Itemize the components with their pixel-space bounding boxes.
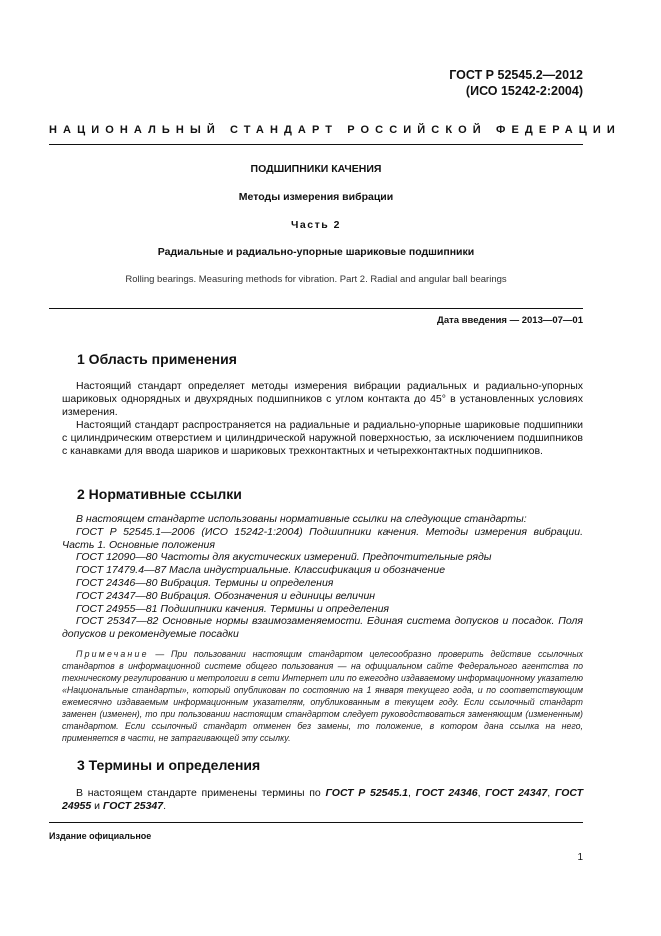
term-reference: ГОСТ 24346 <box>415 787 478 799</box>
references-intro: В настоящем стандарте использованы нормативные ссылки на следующие стандарты: <box>76 513 527 525</box>
reference-item: ГОСТ 24346—80 Вибрация. Термины и определения <box>76 576 334 589</box>
introduction-date: Дата введения — 2013—07—01 <box>437 315 583 326</box>
term-reference: ГОСТ 24955 <box>62 787 584 812</box>
designation-number: ГОСТ Р 52545.2—2012 <box>449 68 583 82</box>
section-3-heading: 3 Термины и определения <box>77 757 261 773</box>
english-title: Rolling bearings. Measuring methods for vibration. Part 2. Radial and angular ball bearings <box>125 274 507 285</box>
section-2-heading: 2 Нормативные ссылки <box>77 486 242 502</box>
reference-item: ГОСТ 12090—80 Частоты для акустических измерений. Предпочтительные ряды <box>76 551 492 564</box>
page-number: 1 <box>577 852 583 863</box>
references-note <box>62 648 583 744</box>
note-text: — При пользовании настоящим стандартом целесообразно проверить действие ссылочных стандартов в информационной системе общего пользования — на официальном сайте Федерального агентства по техническому регулированию и метрологии в сети Интернет или по ежегодно издаваемому информационному указателю «Национальные стандарты», который опубликован по состоянию на 1 января текущего года, и по соответствующим ежемесячно издаваемым информационным указателям, опубликованным в текущем году. Если ссылочный стандарт заменен (изменен), то при пользовании настоящим стандартом следует руководствоваться заменяющим (измененным) стандартом. Если ссылочный стандарт отменен без замены, то положение, в котором дана ссылка на него, применяется в части, не затрагивающей эту ссылку. <box>62 649 583 743</box>
iso-reference: (ИСО 15242-2:2004) <box>465 84 583 98</box>
normative-references-list <box>62 513 583 641</box>
reference-item: ГОСТ Р 52545.1—2006 (ИСО 15242-1:2004) Подшипники качения. Методы измерения вибрации. Часть 1. Основные положения <box>62 525 583 551</box>
standard-designation <box>449 67 583 99</box>
section-1-paragraph-1: Настоящий стандарт определяет методы измерения вибрации радиальных и радиально-упорных шариковых однорядных и двухрядных подшипников с углом контакта до 45° в установленных условиях измерения. <box>62 380 583 418</box>
section-1-heading: 1 Область применения <box>77 351 237 367</box>
reference-item: ГОСТ 24347—80 Вибрация. Обозначения и единицы величин <box>76 589 376 602</box>
document-subtitle: Методы измерения вибрации <box>238 191 394 203</box>
reference-item: ГОСТ 25347—82 Основные нормы взаимозаменяемости. Единая система допусков и посадок. Поля допусков и рекомендуемые посадки <box>62 615 583 641</box>
term-reference: ГОСТ Р 52545.1 <box>325 787 408 799</box>
footer-divider <box>49 822 583 823</box>
title-divider <box>49 308 583 309</box>
terms-intro-text: В настоящем стандарте применены термины по <box>76 787 326 799</box>
reference-item: ГОСТ 17479.4—87 Масла индустриальные. Классификация и обозначение <box>76 564 446 577</box>
part-title: Радиальные и радиально-упорные шариковые подшипники <box>157 246 475 258</box>
section-3-paragraph: В настоящем стандарте применены термины по ГОСТ Р 52545.1, ГОСТ 24346, ГОСТ 24347, ГОСТ 24955 и ГОСТ 25347. <box>62 787 584 812</box>
term-reference: ГОСТ 24347 <box>485 787 548 799</box>
section-1-paragraph-2: Настоящий стандарт распространяется на радиальные и радиально-упорные шариковые подшипники с цилиндрическим отверстием и цилиндрической наружной поверхностью, за исключением подшипников с канавками для ввода шариков и шариковых трехконтактных и четырехконтактных подшипников. <box>62 419 583 457</box>
note-label: Примечание <box>76 649 149 659</box>
reference-item: ГОСТ 24955—81 Подшипники качения. Термины и определения <box>76 602 390 615</box>
term-reference: ГОСТ 25347 <box>102 799 164 812</box>
banner-divider <box>49 144 583 145</box>
document-title: ПОДШИПНИКИ КАЧЕНИЯ <box>250 163 382 175</box>
part-number: Часть 2 <box>291 219 341 231</box>
national-standard-banner: НАЦИОНАЛЬНЫЙ СТАНДАРТ РОССИЙСКОЙ ФЕДЕРАЦИИ <box>49 124 621 136</box>
official-edition-label: Издание официальное <box>49 831 152 841</box>
